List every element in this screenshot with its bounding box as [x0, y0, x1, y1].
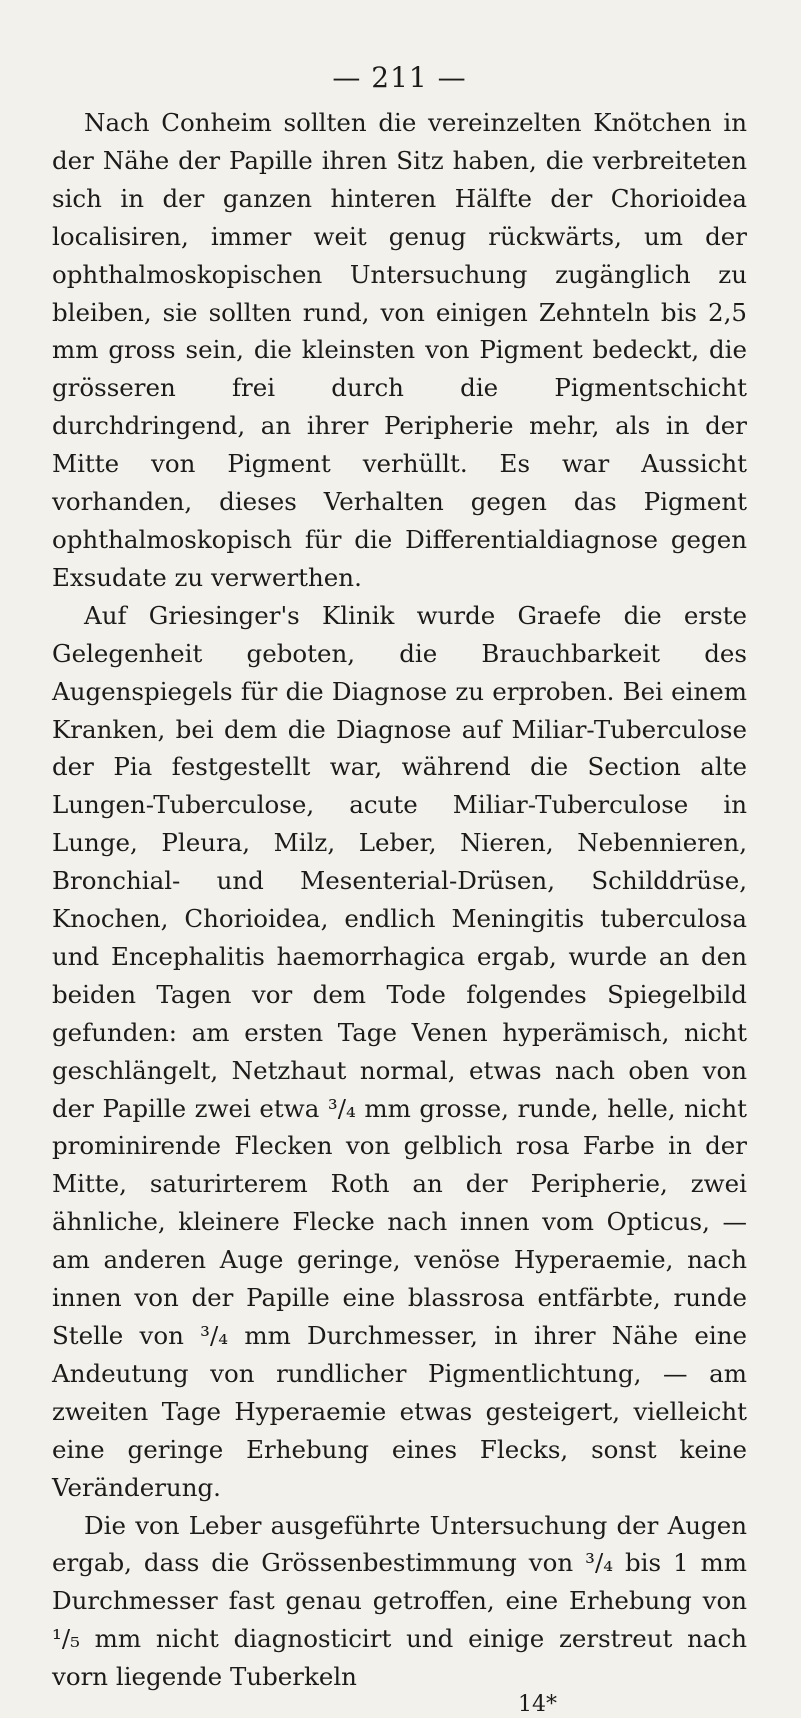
page-number: — 211 —	[332, 61, 467, 94]
paragraph-leber-examination: Die von Leber ausgeführte Untersuchung der Augen ergab, dass die Grössenbestimmung von ³/₄ bis 1 mm Durchmesser fast genau getroffen, eine Erhebung von ¹/₅ mm nicht diagnosticirt und einige zerstreut nach vorn liegende Tuberkeln	[52, 1510, 747, 1692]
paragraph-conheim: Nach Conheim sollten die vereinzelten Knötchen in der Nähe der Papille ihren Sitz haben, die verbreiteten sich in der ganzen hinteren Hälfte der Chorioidea localisiren, immer weit genug rückwärts, um der ophthalmoskopischen Untersuchung zugänglich zu bleiben, sie sollten rund, von einigen Zehnteln bis 2,5 mm gross sein, die kleinsten von Pigment bedeckt, die grösseren frei durch die Pigmentschicht durchdringend, an ihrer Peripherie mehr, als in der Mitte von Pigment verhüllt. Es war Aussicht vorhanden, dieses Verhalten gegen das Pigment ophthalmoskopisch für die Differentialdiagnose gegen Exsudate zu verwerthen.	[52, 108, 747, 592]
body-text	[52, 104, 747, 1696]
printer-signature: 14*	[518, 1692, 557, 1718]
paragraph-griesinger-clinic: Auf Griesinger's Klinik wurde Graefe die erste Gelegenheit geboten, die Brauchbarkeit des Augenspiegels für die Diagnose zu erproben. Bei einem Kranken, bei dem die Diagnose auf Miliar-Tuberculose der Pia festgestellt war, während die Section alte Lungen-Tuberculose, acute Miliar-Tuberculose in Lunge, Pleura, Milz, Leber, Nieren, Nebennieren, Bronchial- und Mesenterial-Drüsen, Schilddrüse, Knochen, Chorioidea, endlich Meningitis tuberculosa und Encephalitis haemorrhagica ergab, wurde an den beiden Tagen vor dem Tode folgendes Spiegelbild gefunden: am ersten Tage Venen hyperämisch, nicht geschlängelt, Netzhaut normal, etwas nach oben von der Papille zwei etwa ³/₄ mm grosse, runde, helle, nicht prominirende Flecken von gelblich rosa Farbe in der Mitte, saturirterem Roth an der Peripherie, zwei ähnliche, kleinere Flecke nach innen vom Opticus, — am anderen Auge geringe, venöse Hyperaemie, nach innen von der Papille eine blassrosa entfärbte, runde Stelle von ³/₄ mm Durchmesser, in ihrer Nähe eine Andeutung von rundlicher Pigmentlichtung, — am zweiten Tage Hyperaemie etwas gesteigert, vielleicht eine geringe Erhebung eines Flecks, sonst keine Veränderung.	[52, 600, 747, 1502]
